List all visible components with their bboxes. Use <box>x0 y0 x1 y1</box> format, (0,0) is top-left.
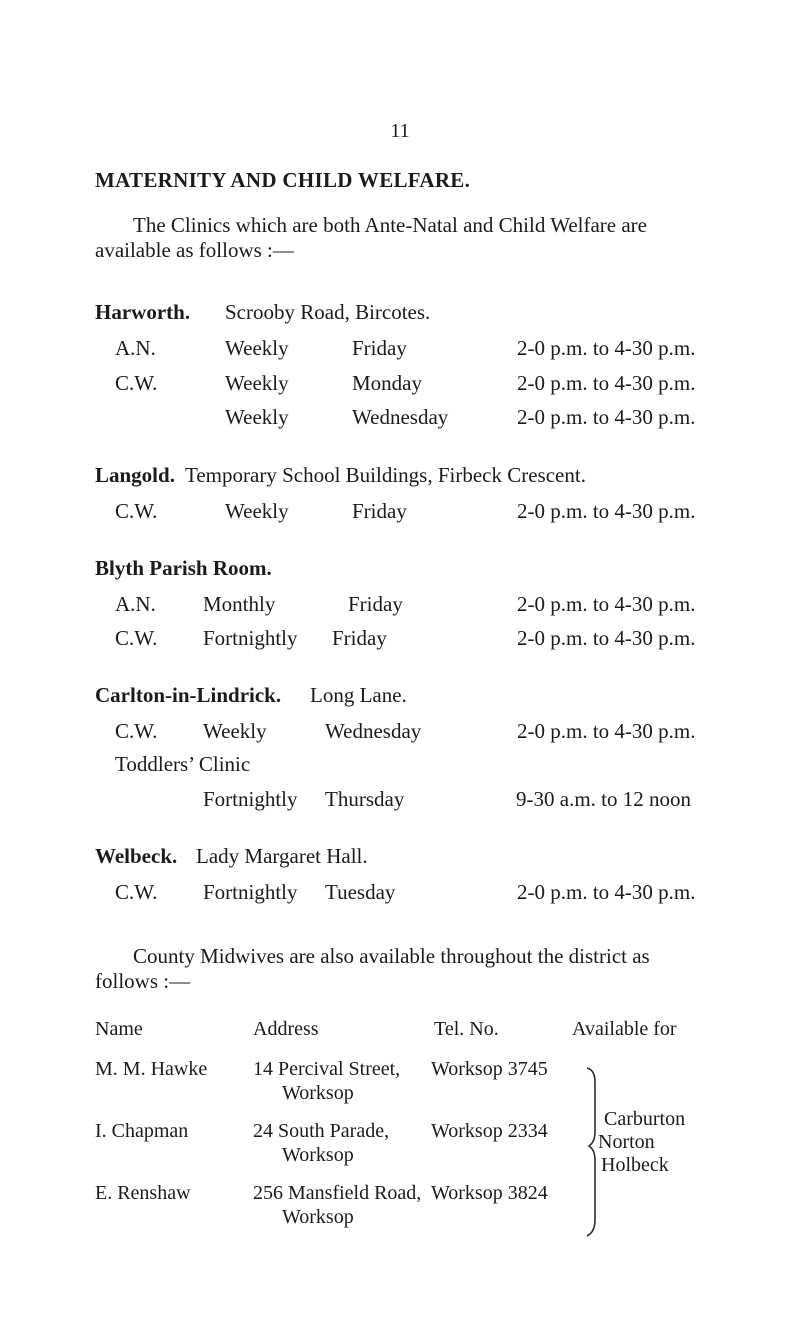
midwife-address-line-2: Worksop <box>282 1206 354 1228</box>
session-frequency: Weekly <box>225 371 289 395</box>
session-day: Friday <box>332 626 387 650</box>
clinic-location: Temporary School Buildings, Firbeck Crescent. <box>185 463 586 487</box>
session-day: Wednesday <box>352 405 449 429</box>
midwife-tel: Worksop 3824 <box>431 1182 548 1204</box>
intro-line-1: The Clinics which are both Ante-Natal and Child Welfare are <box>133 213 647 237</box>
column-header-tel: Tel. No. <box>434 1018 499 1040</box>
session-type: A.N. <box>115 336 156 360</box>
session-frequency: Fortnightly <box>203 880 298 904</box>
session-time: 2-0 p.m. to 4-30 p.m. <box>517 371 696 395</box>
session-frequency: Fortnightly <box>203 626 298 650</box>
session-day: Tuesday <box>325 880 396 904</box>
session-frequency: Weekly <box>225 405 289 429</box>
session-frequency: Weekly <box>203 719 267 743</box>
session-day: Monday <box>352 371 422 395</box>
toddlers-clinic-label: Toddlers’ Clinic <box>115 752 251 776</box>
intro-line-2: available as follows :— <box>95 238 294 262</box>
session-day: Friday <box>352 336 407 360</box>
session-type: A.N. <box>115 592 156 616</box>
page-title: MATERNITY AND CHILD WELFARE. <box>95 168 471 192</box>
toddlers-day: Thursday <box>325 787 405 811</box>
clinic-location: Lady Margaret Hall. <box>196 844 368 868</box>
session-day: Friday <box>348 592 403 616</box>
session-time: 2-0 p.m. to 4-30 p.m. <box>517 592 696 616</box>
session-day: Wednesday <box>325 719 422 743</box>
session-time: 2-0 p.m. to 4-30 p.m. <box>517 499 696 523</box>
column-header-address: Address <box>253 1018 319 1040</box>
midwife-address-line-1: 256 Mansfield Road, <box>253 1182 422 1204</box>
page-number: 11 <box>390 120 410 142</box>
clinic-place: Blyth Parish Room. <box>95 556 272 580</box>
session-type: C.W. <box>115 371 158 395</box>
session-time: 2-0 p.m. to 4-30 p.m. <box>517 719 696 743</box>
midwife-address-line-2: Worksop <box>282 1144 354 1166</box>
session-frequency: Weekly <box>225 499 289 523</box>
available-area: Norton <box>598 1131 655 1153</box>
session-time: 2-0 p.m. to 4-30 p.m. <box>517 336 696 360</box>
column-header-name: Name <box>95 1018 143 1040</box>
clinic-place: Welbeck. <box>95 844 178 868</box>
clinic-location: Long Lane. <box>310 683 407 707</box>
session-day: Friday <box>352 499 407 523</box>
midwife-address-line-2: Worksop <box>282 1082 354 1104</box>
midwife-name: E. Renshaw <box>95 1182 191 1204</box>
session-type: C.W. <box>115 499 158 523</box>
midwife-name: M. M. Hawke <box>95 1058 208 1080</box>
session-type: C.W. <box>115 719 158 743</box>
clinic-place: Harworth. <box>95 300 191 324</box>
midwives-intro-line-2: follows :— <box>95 969 191 993</box>
midwife-address-line-1: 14 Percival Street, <box>253 1058 401 1080</box>
clinic-place: Langold. <box>95 463 175 487</box>
midwife-address-line-1: 24 South Parade, <box>253 1120 390 1142</box>
midwives-intro-line-1: County Midwives are also available throughout the district as <box>133 944 650 968</box>
available-area: Carburton <box>604 1108 686 1130</box>
midwife-tel: Worksop 3745 <box>431 1058 548 1080</box>
column-header-available: Available for <box>572 1018 677 1040</box>
midwife-name: I. Chapman <box>95 1120 189 1142</box>
clinic-location: Scrooby Road, Bircotes. <box>225 300 431 324</box>
toddlers-frequency: Fortnightly <box>203 787 298 811</box>
session-frequency: Monthly <box>203 592 276 616</box>
session-frequency: Weekly <box>225 336 289 360</box>
session-type: C.W. <box>115 626 158 650</box>
session-time: 2-0 p.m. to 4-30 p.m. <box>517 880 696 904</box>
clinic-place: Carlton-in-Lindrick. <box>95 683 282 707</box>
session-time: 2-0 p.m. to 4-30 p.m. <box>517 626 696 650</box>
available-area: Holbeck <box>601 1154 669 1176</box>
toddlers-time: 9-30 a.m. to 12 noon <box>516 787 691 811</box>
session-type: C.W. <box>115 880 158 904</box>
midwife-tel: Worksop 2334 <box>431 1120 548 1142</box>
session-time: 2-0 p.m. to 4-30 p.m. <box>517 405 696 429</box>
